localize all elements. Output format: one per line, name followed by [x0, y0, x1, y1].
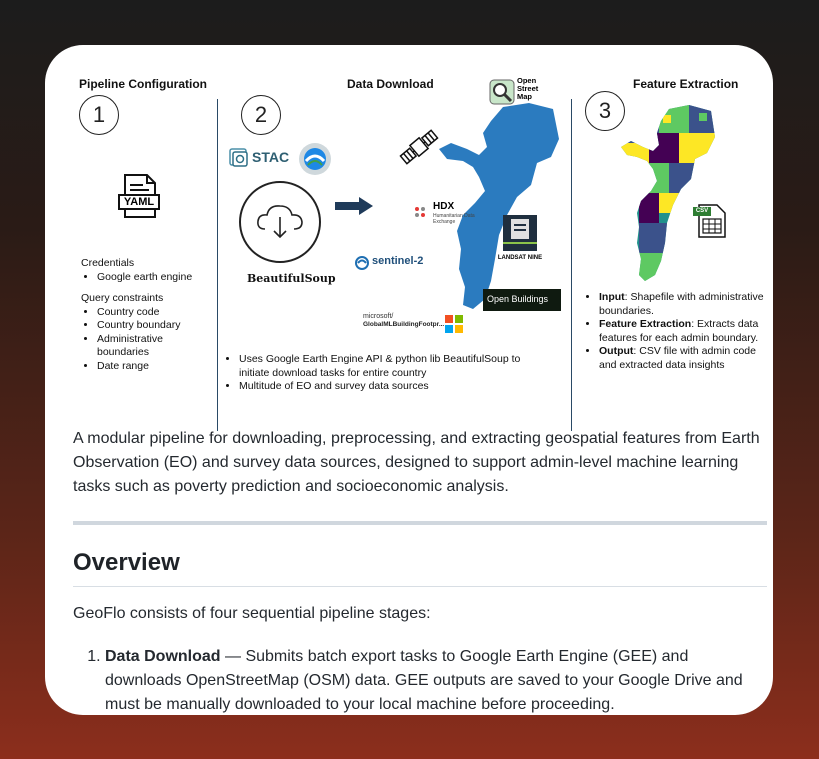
query-label: Query constraints — [81, 292, 164, 304]
step-1-circle: 1 — [79, 95, 119, 135]
osm-label: Open Street Map — [517, 76, 539, 101]
landsat-label: LANDSAT NINE — [497, 255, 543, 261]
hdx-sub-label: Humanitarian Data Exchange — [433, 213, 475, 225]
stac-icon — [229, 147, 291, 169]
overview-heading: Overview — [73, 549, 180, 576]
microsoft-label: microsoft/ — [363, 313, 394, 320]
feature-bullets — [583, 291, 773, 372]
hdx-icon — [413, 201, 487, 227]
heading-underline — [73, 586, 767, 587]
stac-label: STAC — [252, 149, 290, 165]
overview-intro: GeoFlo consists of four sequential pipeline stages: — [73, 605, 431, 622]
query-item: • Administrative boundaries — [97, 333, 211, 360]
download-bullet: • Uses Google Earth Engine API & python lib BeautifulSoup to initiate download tasks for entire country — [239, 353, 553, 380]
readme-card — [45, 45, 773, 715]
cloud-download-icon — [237, 179, 323, 265]
credentials-label: Credentials — [81, 257, 135, 269]
feature-bullet: • Feature Extraction: Extracts data features for each admin boundary. — [599, 318, 773, 345]
query-item: • Country code — [97, 306, 211, 320]
microsoft-repo-label: GlobalMLBuildingFootpr... — [363, 321, 445, 328]
query-item: • Country boundary — [97, 319, 211, 333]
open-buildings-icon — [483, 289, 561, 311]
yaml-label: YAML — [123, 196, 155, 208]
credentials-item: • Google earth engine — [97, 271, 211, 285]
microsoft-icon — [445, 315, 463, 333]
feature-bullet: • Input: Shapefile with administrative boundaries. — [599, 291, 773, 318]
feature-map — [619, 103, 729, 283]
panel3-title: Feature Extraction — [633, 77, 739, 91]
pipeline-figure — [73, 73, 773, 435]
pipeline-stages-list — [73, 645, 767, 715]
step-2-circle: 2 — [241, 95, 281, 135]
step-3-circle: 3 — [585, 91, 625, 131]
hdx-label: HDX — [433, 201, 455, 212]
feature-bullet: • Output: CSV file with admin code and extracted data insights — [599, 345, 773, 372]
beautifulsoup-label: BeautifulSoup — [247, 272, 336, 285]
open-buildings-label: Open Buildings — [487, 294, 549, 304]
stage-text: — Submits batch export tasks to Google Earth Engine (GEE) and downloads OpenStreetMap (OSM) data. GEE outputs are saved to your Google Drive and must be manually downloaded to your local machine before proceeding. — [105, 648, 743, 713]
credentials-block — [81, 257, 211, 373]
download-bullets — [223, 353, 553, 394]
yaml-file-icon — [117, 173, 161, 219]
sentinel-label: sentinel-2 — [372, 255, 424, 267]
query-item: • Date range — [97, 360, 211, 374]
csv-file-icon — [693, 203, 727, 239]
csv-label: CSV — [695, 208, 709, 214]
project-description: A modular pipeline for downloading, preprocessing, and extracting geospatial features from Earth Observation (EO) and survey data sources, designed to support admin-level machine learning tasks such as poverty prediction and socioeconomic analysis. — [73, 430, 760, 495]
panel1-title: Pipeline Configuration — [79, 77, 207, 91]
panel-divider-1 — [217, 99, 218, 431]
list-item — [105, 645, 767, 715]
stage-title: Data Download — [105, 648, 221, 665]
section-divider — [73, 521, 767, 525]
download-bullet: • Multitude of EO and survey data sources — [239, 380, 553, 394]
panel-divider-2 — [571, 99, 572, 431]
google-earth-engine-icon — [297, 141, 333, 177]
arrow-right-icon — [335, 197, 373, 215]
landsat-icon — [497, 213, 543, 269]
sentinel-icon — [355, 255, 435, 271]
panel2-title: Data Download — [347, 77, 434, 91]
